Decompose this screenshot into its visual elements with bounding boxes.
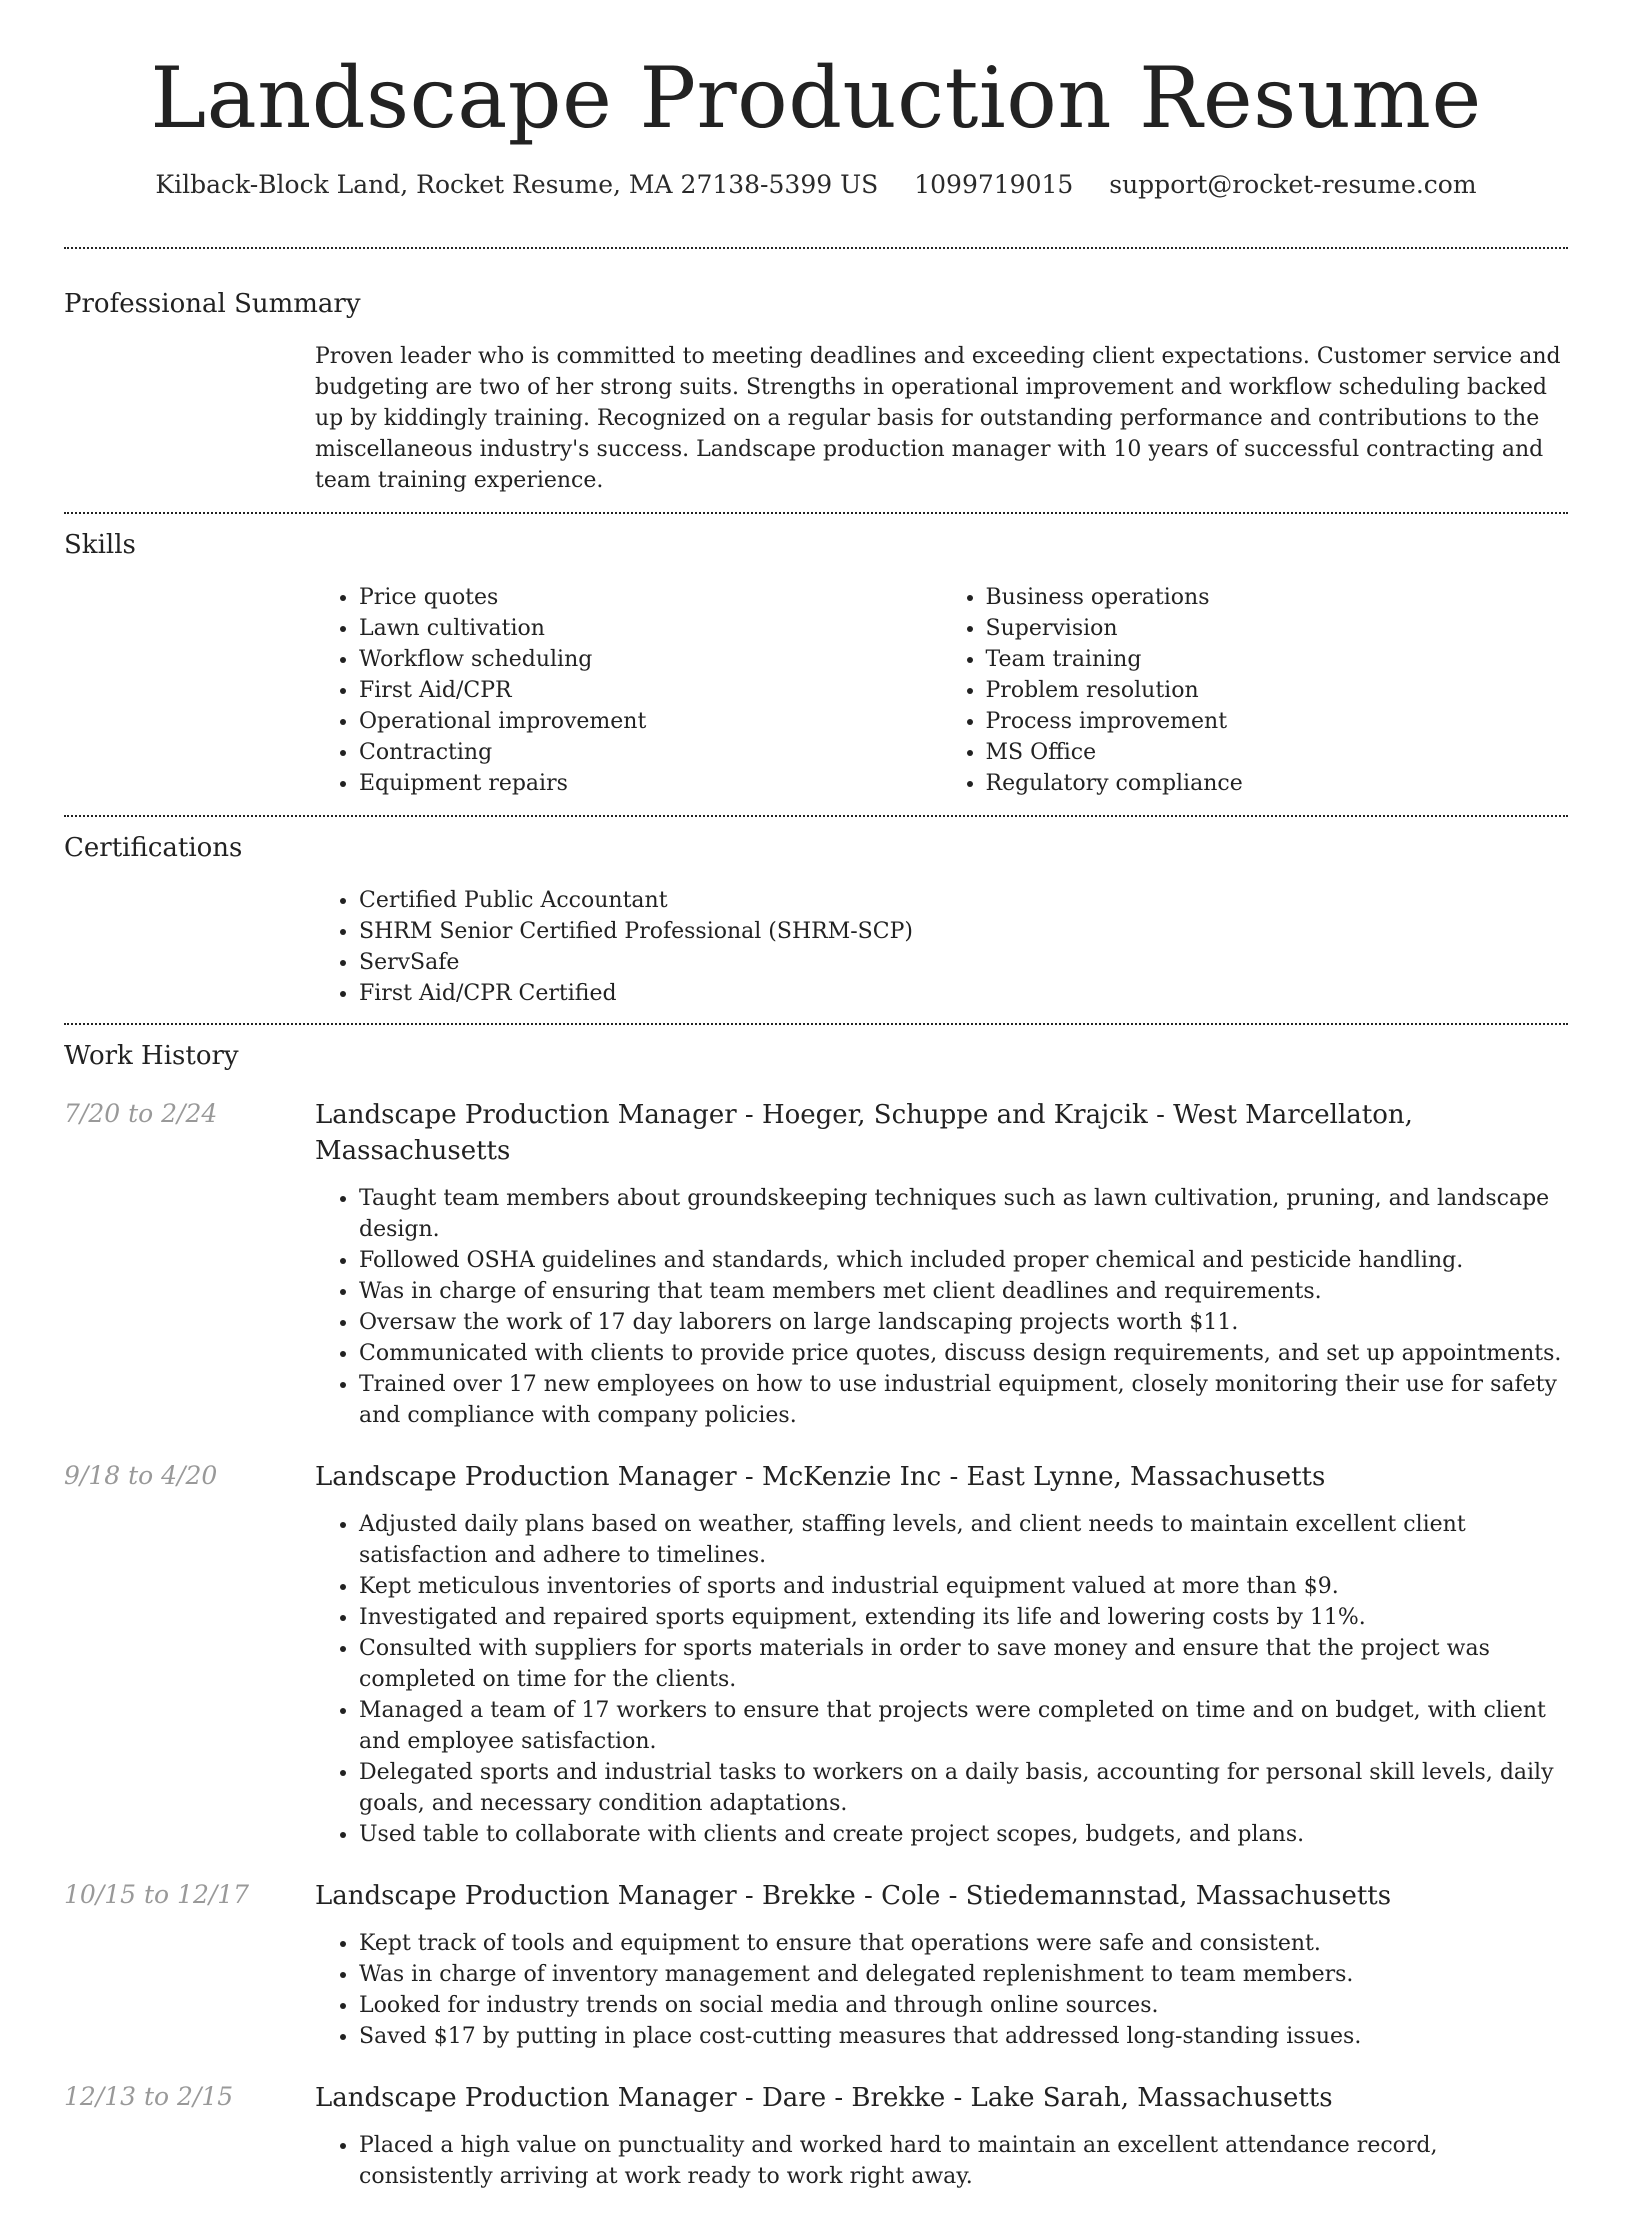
skill-item: • Lawn cultivation [359,613,942,644]
job-details [315,1097,1568,1459]
contact-address: Kilback-Block Land, Rocket Resume, MA 27138-5399 US [155,170,879,200]
job-bullet: • Investigated and repaired sports equipment, extending its life and lowering costs by 11%. [359,1602,1568,1633]
certification-item: • SHRM Senior Certified Professional (SHRM-SCP) [359,916,1568,947]
certification-item: • First Aid/CPR Certified [359,978,1568,1009]
job-bullet: • Followed OSHA guidelines and standards, which included proper chemical and pesticide handling. [359,1245,1568,1276]
job-bullet: • Used table to collaborate with clients and create project scopes, budgets, and plans. [359,1819,1568,1850]
job-bullet: • Kept track of tools and equipment to ensure that operations were safe and consistent. [359,1928,1568,1959]
job-bullets [315,2116,1568,2220]
skill-item: • Business operations [986,582,1569,613]
certifications-section [64,817,1568,1023]
job-bullet: • Saved $17 by putting in place cost-cutting measures that addressed long-standing issues. [359,2021,1568,2052]
certifications-heading: Certifications [64,833,243,864]
job-title: Landscape Production Manager - Dare - Brekke - Lake Sarah, Massachusetts [315,2083,1333,2114]
skills-list-left [315,582,942,799]
job-title: Landscape Production Manager - Brekke - Cole - Stiedemannstad, Massachusetts [315,1881,1392,1912]
summary-section [64,249,1568,512]
job-bullet: • Delegated sports and industrial tasks to workers on a daily basis, accounting for personal skill levels, daily goals, and necessary condition adaptations. [359,1757,1568,1819]
skill-item: • Operational improvement [359,706,942,737]
certifications-body [315,863,1568,1023]
summary-text: Proven leader who is committed to meeting deadlines and exceeding client expectations. Customer service and budgeting are two of her strong suits. Strengths in operational improvement and workflow scheduling backed up by kiddingly training. Recognized on a regular basis for outstanding performance and contributions to the miscellaneous industry's success. Landscape production manager with 10 years of successful contracting and team training experience. [315,344,1561,494]
certifications-list [315,885,1568,1009]
job-bullets [315,1914,1568,2080]
certification-item: • Certified Public Accountant [359,885,1568,916]
job-entry [64,2080,1568,2220]
skills-section [64,514,1568,815]
job-details [315,1878,1568,2080]
job-entry [64,1097,1568,1459]
contact-line [0,170,1632,199]
job-bullets [315,1495,1568,1878]
skill-item: • Price quotes [359,582,942,613]
certification-item: • ServSafe [359,947,1568,978]
job-dates: 12/13 to 2/15 [64,2082,234,2112]
skill-item: • Contracting [359,737,942,768]
contact-phone: 1099719015 [914,170,1074,200]
skill-item: • Problem resolution [986,675,1569,706]
job-details [315,2080,1568,2220]
job-bullet: • Communicated with clients to provide price quotes, discuss design requirements, and set up appointments. [359,1338,1568,1369]
work-section-heading-wrap [64,1025,1568,1097]
job-bullet: • Trained over 17 new employees on how to use industrial equipment, closely monitoring their use for safety and compliance with company policies. [359,1369,1568,1431]
skill-item: • Equipment repairs [359,768,942,799]
job-title: Landscape Production Manager - Hoeger, Schuppe and Krajcik - West Marcellaton, Massachusetts [315,1100,1413,1167]
work-heading: Work History [64,1041,239,1072]
job-dates: 9/18 to 4/20 [64,1461,218,1491]
skill-item: • First Aid/CPR [359,675,942,706]
job-details [315,1459,1568,1878]
skill-item: • Workflow scheduling [359,644,942,675]
job-bullet: • Placed a high value on punctuality and worked hard to maintain an excellent attendance record, consistently arriving at work ready to work right away. [359,2130,1568,2192]
job-entry [64,1459,1568,1878]
job-entry [64,1878,1568,2080]
job-bullet: • Was in charge of ensuring that team members met client deadlines and requirements. [359,1276,1568,1307]
job-bullet: • Consulted with suppliers for sports materials in order to save money and ensure that the project was completed on time for the clients. [359,1633,1568,1695]
skills-list-right [942,582,1569,799]
job-title: Landscape Production Manager - McKenzie Inc - East Lynne, Massachusetts [315,1462,1326,1493]
skill-item: • MS Office [986,737,1569,768]
job-dates: 7/20 to 2/24 [64,1099,218,1129]
job-bullet: • Taught team members about groundskeeping techniques such as lawn cultivation, pruning, and landscape design. [359,1183,1568,1245]
contact-email: support@rocket-resume.com [1109,170,1477,200]
job-bullets [315,1169,1568,1459]
skills-heading: Skills [64,530,136,561]
summary-heading: Professional Summary [64,289,361,320]
skill-item: • Supervision [986,613,1569,644]
skill-item: • Team training [986,644,1569,675]
resume-title: Landscape Production Resume [150,49,1482,147]
skill-item: • Process improvement [986,706,1569,737]
resume-header [0,0,1632,199]
job-bullet: • Looked for industry trends on social media and through online sources. [359,1990,1568,2021]
job-bullet: • Managed a team of 17 workers to ensure that projects were completed on time and on budget, with client and employee satisfaction. [359,1695,1568,1757]
skill-item: • Regulatory compliance [986,768,1569,799]
job-bullet: • Was in charge of inventory management and delegated replenishment to team members. [359,1959,1568,1990]
job-bullet: • Kept meticulous inventories of sports and industrial equipment valued at more than $9. [359,1571,1568,1602]
job-bullet: • Oversaw the work of 17 day laborers on large landscaping projects worth $11. [359,1307,1568,1338]
job-dates: 10/15 to 12/17 [64,1880,250,1910]
job-bullet: • Adjusted daily plans based on weather, staffing levels, and client needs to maintain excellent client satisfaction and adhere to timelines. [359,1509,1568,1571]
skills-lists [315,560,1568,815]
